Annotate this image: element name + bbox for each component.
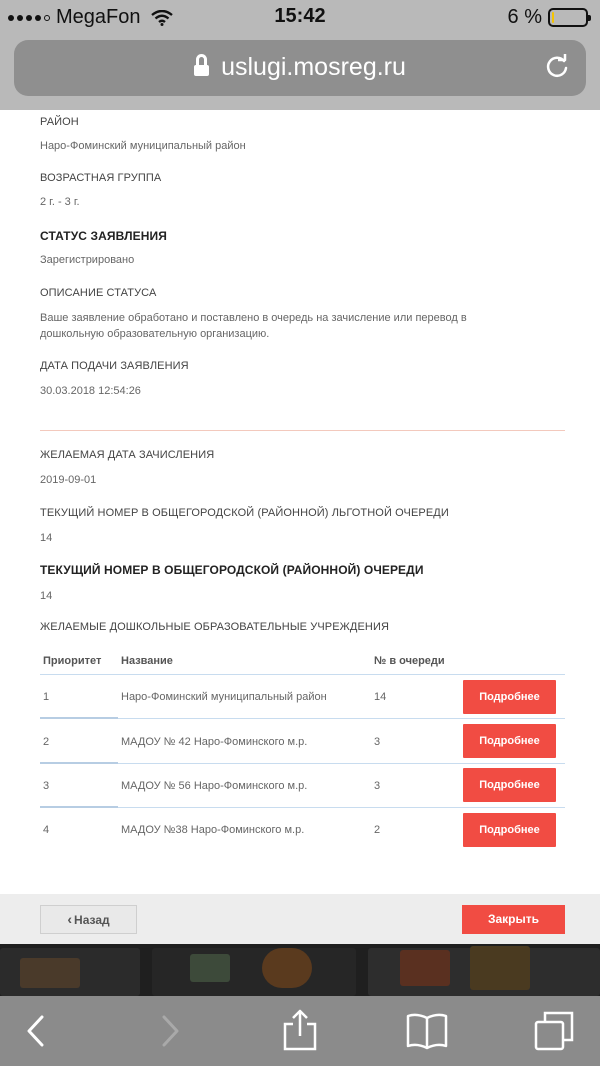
row-priority: 4 <box>43 824 50 836</box>
submit-date-value: 30.03.2018 12:54:26 <box>40 385 141 397</box>
age-group-value: 2 г. - 3 г. <box>40 196 80 208</box>
status-description-line2: дошкольную образовательную организацию. <box>40 328 270 340</box>
details-button[interactable]: Подробнее <box>463 724 556 758</box>
desired-date-label: ЖЕЛАЕМАЯ ДАТА ЗАЧИСЛЕНИЯ <box>40 449 215 461</box>
status-value: Зарегистрировано <box>40 254 135 266</box>
address-bar[interactable] <box>14 40 586 96</box>
age-group-label: ВОЗРАСТНАЯ ГРУППА <box>40 172 162 184</box>
battery-level <box>552 12 554 23</box>
tabs-icon[interactable] <box>533 1010 575 1052</box>
row-queue: 2 <box>374 824 381 836</box>
district-value: Наро-Фоминский муниципальный район <box>40 140 246 152</box>
privileged-queue-value: 14 <box>40 532 53 544</box>
battery-info <box>508 6 588 29</box>
details-button[interactable]: Подробнее <box>463 680 556 714</box>
share-icon[interactable] <box>282 1008 318 1052</box>
row-divider <box>40 807 565 808</box>
section-divider <box>40 430 565 431</box>
row-name: МАДОУ №38 Наро-Фоминского м.р. <box>121 824 305 836</box>
status-description-label: ОПИСАНИЕ СТАТУСА <box>40 287 157 299</box>
row-priority: 3 <box>43 780 50 792</box>
reload-icon[interactable] <box>544 54 570 80</box>
row-name: Наро-Фоминский муниципальный район <box>121 691 327 703</box>
privileged-queue-label: ТЕКУЩИЙ НОМЕР В ОБЩЕГОРОДСКОЙ (РАЙОННОЙ) ЛЬГОТНОЙ ОЧЕРЕДИ <box>40 507 449 519</box>
institutions-label: ЖЕЛАЕМЫЕ ДОШКОЛЬНЫЕ ОБРАЗОВАТЕЛЬНЫЕ УЧРЕЖДЕНИЯ <box>40 621 390 633</box>
submit-date-label: ДАТА ПОДАЧИ ЗАЯВЛЕНИЯ <box>40 360 189 372</box>
url-display[interactable] <box>14 53 586 82</box>
browser-address-area <box>0 34 600 110</box>
url-text: uslugi.mosreg.ru <box>221 53 406 81</box>
back-button-label: Назад <box>74 913 110 927</box>
row-queue: 3 <box>374 780 381 792</box>
browser-toolbar <box>0 996 600 1066</box>
row-priority: 2 <box>43 736 50 748</box>
details-button[interactable]: Подробнее <box>463 813 556 847</box>
row-divider <box>40 763 565 764</box>
table-header-divider <box>40 674 565 675</box>
bookmarks-icon[interactable] <box>405 1012 449 1050</box>
general-queue-label: ТЕКУЩИЙ НОМЕР В ОБЩЕГОРОДСКОЙ (РАЙОННОЙ) ОЧЕРЕДИ <box>40 563 424 577</box>
carrier-name: MegaFon <box>56 6 141 28</box>
desired-date-value: 2019-09-01 <box>40 474 97 486</box>
queue-column-header: № в очереди <box>374 655 445 667</box>
status-bar <box>0 0 600 34</box>
row-name: МАДОУ № 42 Наро-Фоминского м.р. <box>121 736 308 748</box>
clock: 15:42 <box>274 5 326 27</box>
name-column-header: Название <box>121 655 173 667</box>
application-details <box>0 110 600 894</box>
battery-percent: 6 % <box>507 6 542 28</box>
back-icon[interactable] <box>24 1014 48 1048</box>
chevron-left-icon: ‹ <box>67 911 73 927</box>
forward-icon[interactable] <box>158 1014 182 1048</box>
details-button[interactable]: Подробнее <box>463 768 556 802</box>
general-queue-value: 14 <box>40 590 53 602</box>
row-queue: 14 <box>374 691 387 703</box>
district-label: РАЙОН <box>40 116 79 128</box>
status-label: СТАТУС ЗАЯВЛЕНИЯ <box>40 229 167 243</box>
row-divider <box>40 718 565 719</box>
row-queue: 3 <box>374 736 381 748</box>
modal-footer <box>0 894 600 944</box>
priority-column-header: Приоритет <box>43 655 102 667</box>
row-name: МАДОУ № 56 Наро-Фоминского м.р. <box>121 780 308 792</box>
battery-icon <box>548 8 588 27</box>
lock-icon <box>194 59 209 76</box>
back-button[interactable] <box>40 905 137 934</box>
row-priority: 1 <box>43 691 50 703</box>
close-button[interactable]: Закрыть <box>462 905 565 934</box>
status-description-line1: Ваше заявление обработано и поставлено в очередь на зачисление или перевод в <box>40 312 467 324</box>
background-page <box>0 944 600 996</box>
